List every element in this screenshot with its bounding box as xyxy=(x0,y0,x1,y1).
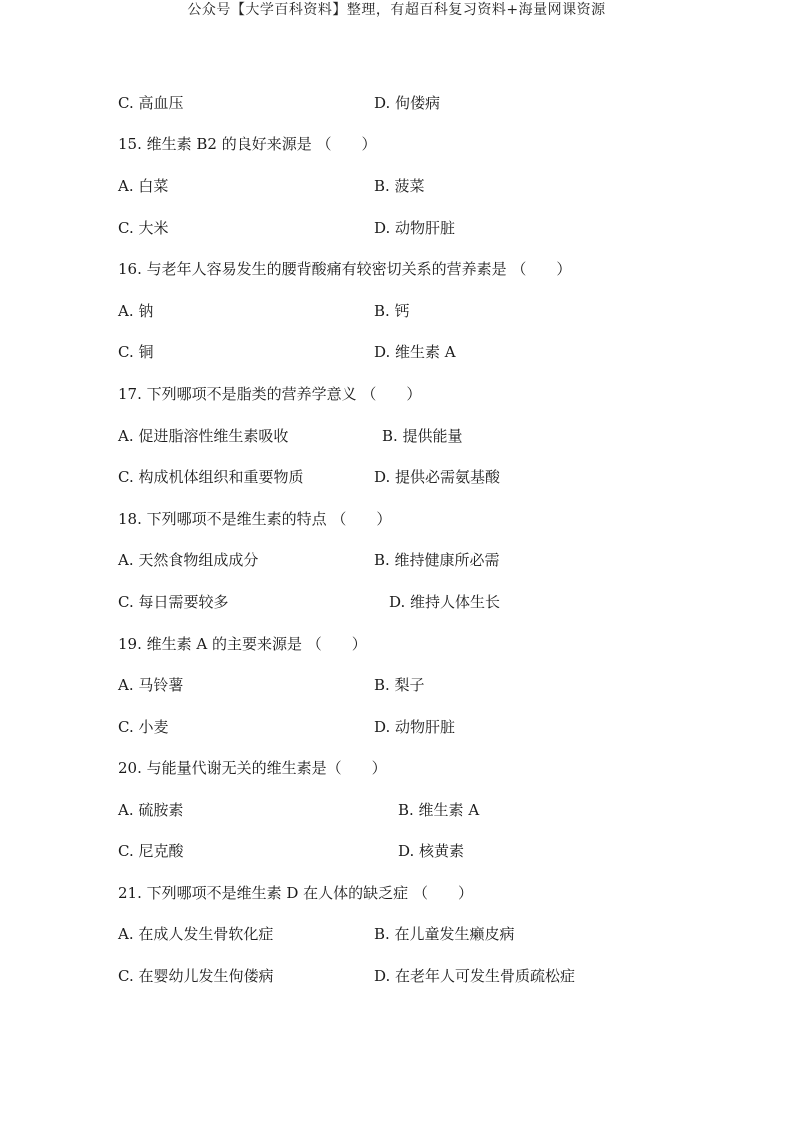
option-c: C. 小麦 xyxy=(118,718,169,736)
question-17: 17. 下列哪项不是脂类的营养学意义 （ ） xyxy=(118,385,422,403)
option-c: C. 在婴幼儿发生佝偻病 xyxy=(118,967,274,985)
option-c: C. 尼克酸 xyxy=(118,842,184,860)
option-row xyxy=(118,175,738,197)
question-19: 19. 维生素 A 的主要来源是 （ ） xyxy=(118,635,367,653)
page-header: 公众号【大学百科资料】整理，有超百科复习资料+海量网课资源 xyxy=(187,2,606,18)
option-b: B. 在儿童发生癞皮病 xyxy=(374,925,515,943)
option-a: A. 白菜 xyxy=(118,177,169,195)
option-row xyxy=(118,840,738,862)
option-a: A. 钠 xyxy=(118,302,154,320)
option-row xyxy=(118,341,738,363)
option-b: B. 维生素 A xyxy=(398,801,480,819)
option-b: B. 提供能量 xyxy=(382,427,463,445)
option-row xyxy=(118,92,738,114)
option-c: C. 每日需要较多 xyxy=(118,593,229,611)
question-21: 21. 下列哪项不是维生素 D 在人体的缺乏症 （ ） xyxy=(118,884,473,902)
option-b: B. 菠菜 xyxy=(374,177,425,195)
option-row xyxy=(118,217,738,239)
option-c: C. 构成机体组织和重要物质 xyxy=(118,468,304,486)
option-row xyxy=(118,425,738,447)
option-b: B. 维持健康所必需 xyxy=(374,551,500,569)
option-row xyxy=(118,799,738,821)
option-row xyxy=(118,591,738,613)
option-row xyxy=(118,549,738,571)
option-row xyxy=(118,716,738,738)
option-d: D. 核黄素 xyxy=(398,842,465,860)
option-row xyxy=(118,965,738,987)
option-c: C. 高血压 xyxy=(118,94,184,112)
option-d: D. 维持人体生长 xyxy=(389,593,501,611)
option-d: D. 提供必需氨基酸 xyxy=(374,468,501,486)
option-c: C. 铜 xyxy=(118,343,154,361)
option-row xyxy=(118,466,738,488)
option-c: C. 大米 xyxy=(118,219,169,237)
option-a: A. 天然食物组成成分 xyxy=(118,551,259,569)
option-d: D. 动物肝脏 xyxy=(374,219,456,237)
option-d: D. 在老年人可发生骨质疏松症 xyxy=(374,967,576,985)
option-b: B. 钙 xyxy=(374,302,410,320)
option-a: A. 硫胺素 xyxy=(118,801,184,819)
option-d: D. 动物肝脏 xyxy=(374,718,456,736)
option-d: D. 佝偻病 xyxy=(374,94,441,112)
option-a: A. 在成人发生骨软化症 xyxy=(118,925,274,943)
question-15: 15. 维生素 B2 的良好来源是 （ ） xyxy=(118,135,377,153)
option-b: B. 梨子 xyxy=(374,676,425,694)
option-d: D. 维生素 A xyxy=(374,343,456,361)
option-row xyxy=(118,300,738,322)
option-a: A. 促进脂溶性维生素吸收 xyxy=(118,427,289,445)
question-18: 18. 下列哪项不是维生素的特点 （ ） xyxy=(118,510,392,528)
question-20: 20. 与能量代谢无关的维生素是（ ） xyxy=(118,759,387,777)
option-row xyxy=(118,923,738,945)
question-16: 16. 与老年人容易发生的腰背酸痛有较密切关系的营养素是 （ ） xyxy=(118,260,572,278)
option-a: A. 马铃薯 xyxy=(118,676,184,694)
option-row xyxy=(118,674,738,696)
